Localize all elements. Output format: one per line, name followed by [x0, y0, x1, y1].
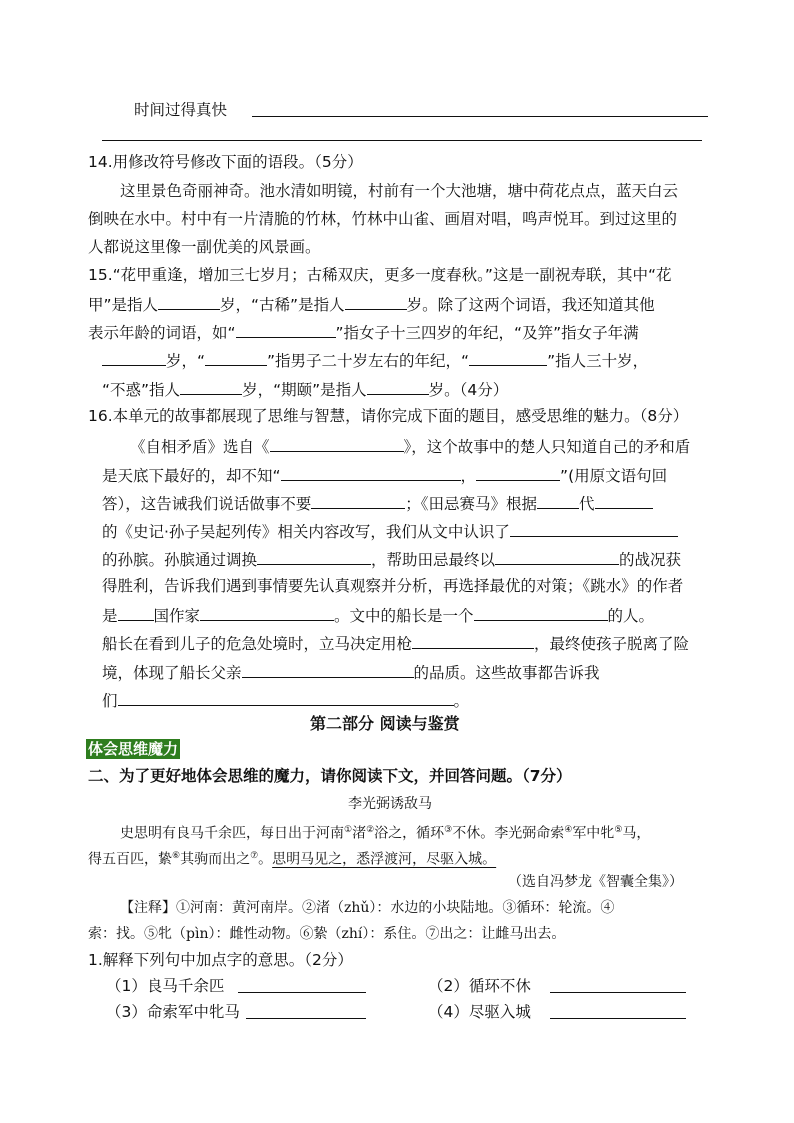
answer-blank[interactable] [236, 321, 336, 338]
notes-line: 索：找。⑤牝（pìn）：雌性动物。⑥絷（zhí）：系住。⑦出之：让雌马出去。 [88, 926, 566, 942]
answer-blank[interactable] [469, 349, 547, 366]
answer-blank[interactable] [102, 140, 702, 141]
q15-line2: 甲”是指人 岁，“古稀”是指人 岁。除了这两个词语，我还知道其他 [88, 293, 655, 315]
q15-line3: 表示年龄的词语，如“ ”指女子十三四岁的年纪，“及笄”指女子年满 [88, 321, 639, 343]
top-line-label: 时间过得真快 [134, 101, 228, 119]
q15-line1: 15.“花甲重逢，增加三七岁月；古稀双庆，更多一度春秋。”这是一副祝寿联，其中“花 [88, 266, 672, 284]
answer-blank[interactable] [476, 464, 560, 481]
answer-blank[interactable] [550, 992, 686, 993]
answer-blank[interactable] [474, 604, 608, 621]
q16-line: 船长在看到儿子的危急处境时，立马决定用枪 ，最终使孩子脱离了险 [102, 632, 689, 654]
section-heading: 第二部分 阅读与鉴赏 [310, 714, 460, 733]
answer-blank[interactable] [495, 548, 619, 565]
answer-blank[interactable] [158, 293, 220, 310]
notes-line: 【注释】①河南：黄河南岸。②渚（zhǔ）：水边的小块陆地。③循环：轮流。④ [120, 900, 615, 916]
q16-line: 是天底下最好的，却不知“ ， ”(用原文语句回 [102, 464, 667, 486]
answer-blank[interactable] [242, 661, 414, 678]
passage-line: 史思明有良马千余匹，每日出于河南①渚②浴之，循环③不休。李光弼命索④军中牝⑤马， [120, 825, 651, 842]
sub-question: 1.解释下列句中加点字的意思。（2分） [88, 951, 353, 969]
answer-blank[interactable] [246, 1018, 366, 1019]
answer-blank[interactable] [200, 604, 334, 621]
answer-blank[interactable] [102, 349, 166, 366]
q14-line: 倒映在水中。村中有一片清脆的竹林，竹林中山雀、画眉对唱，鸣声悦耳。到过这里的 [88, 210, 678, 228]
q14-line: 这里景色奇丽神奇。池水清如明镜，村前有一个大池塘，塘中荷花点点，蓝天白云 [120, 182, 679, 200]
answer-blank[interactable] [537, 492, 579, 509]
q16-line: 得胜利，告诉我们遇到事情要先认真观察并分析，再选择最优的对策；《跳水》的作者 [102, 577, 684, 595]
passage-title: 李光弼诱敌马 [348, 796, 432, 812]
q16-line: 们 。 [102, 689, 469, 711]
q14-line: 人都说这里像一副优美的风景画。 [88, 238, 321, 256]
q15-line4: 岁，“ ”指男子二十岁左右的年纪，“ ”指人三十岁， [102, 349, 648, 371]
answer-blank[interactable] [238, 992, 366, 993]
answer-blank[interactable] [180, 378, 242, 395]
underlined-sentence: 思明马见之，悉浮渡河，尽驱入城。 [272, 851, 497, 868]
passage-source: （选自冯梦龙《智囊全集》） [508, 874, 683, 890]
section-tag: 体会思维魔力 [88, 740, 179, 758]
answer-blank[interactable] [118, 689, 454, 706]
passage-line: 得五百匹，絷⑥其驹而出之⑦。思明马见之，悉浮渡河，尽驱入城。 [88, 851, 497, 868]
footnote-marker: ⑦ [250, 851, 259, 861]
item-label: （4）尽驱入城 [428, 1003, 531, 1021]
footnote-marker: ⑤ [614, 825, 623, 835]
item-label: （3）命索军中牝马 [106, 1003, 240, 1021]
q16-title: 16.本单元的故事都展现了思维与智慧，请你完成下面的题目，感受思维的魅力。（8分） [88, 407, 689, 425]
footnote-marker: ② [366, 825, 375, 835]
answer-blank[interactable] [311, 492, 405, 509]
answer-blank[interactable] [595, 492, 653, 509]
q14-title: 14.用修改符号修改下面的语段。（5分） [88, 153, 363, 171]
answer-blank[interactable] [270, 435, 404, 452]
footnote-marker: ⑥ [172, 851, 181, 861]
q16-line: 境，体现了船长父亲 的品质。这些故事都告诉我 [102, 661, 600, 683]
item-label: （2）循环不休 [428, 977, 531, 995]
answer-blank[interactable] [257, 548, 371, 565]
q16-line: 《自相矛盾》选自《 》，这个故事中的楚人只知道自己的矛和盾 [130, 435, 690, 457]
footnote-marker: ① [344, 825, 353, 835]
answer-blank[interactable] [345, 293, 407, 310]
footnote-marker: ③ [444, 825, 453, 835]
q15-line5: “不惑”指人 岁，“期颐”是指人 岁。（4分） [102, 378, 508, 400]
q16-line: 是 国作家 。文中的船长是一个 的人。 [102, 604, 654, 626]
item-label: （1）良马千余匹 [106, 977, 225, 995]
answer-blank[interactable] [367, 378, 429, 395]
answer-blank[interactable] [510, 520, 678, 537]
q16-line: 答），这告诫我们说话做事不要 ；《田忌赛马》根据 代 [102, 492, 653, 514]
footnote-marker: ④ [564, 825, 573, 835]
answer-blank[interactable] [205, 349, 267, 366]
answer-blank[interactable] [550, 1018, 686, 1019]
q16-line: 的孙膑。孙膑通过调换 ，帮助田忌最终以 的战况获 [102, 548, 681, 570]
part2-question: 二、为了更好地体会思维的魔力，请你阅读下文，并回答问题。（7分） [88, 767, 572, 785]
q16-line: 的《史记·孙子吴起列传》相关内容改写，我们从文中认识了 [102, 520, 678, 542]
answer-blank[interactable] [412, 632, 534, 649]
answer-blank[interactable] [252, 116, 708, 117]
answer-blank[interactable] [281, 464, 461, 481]
answer-blank[interactable] [118, 604, 154, 621]
